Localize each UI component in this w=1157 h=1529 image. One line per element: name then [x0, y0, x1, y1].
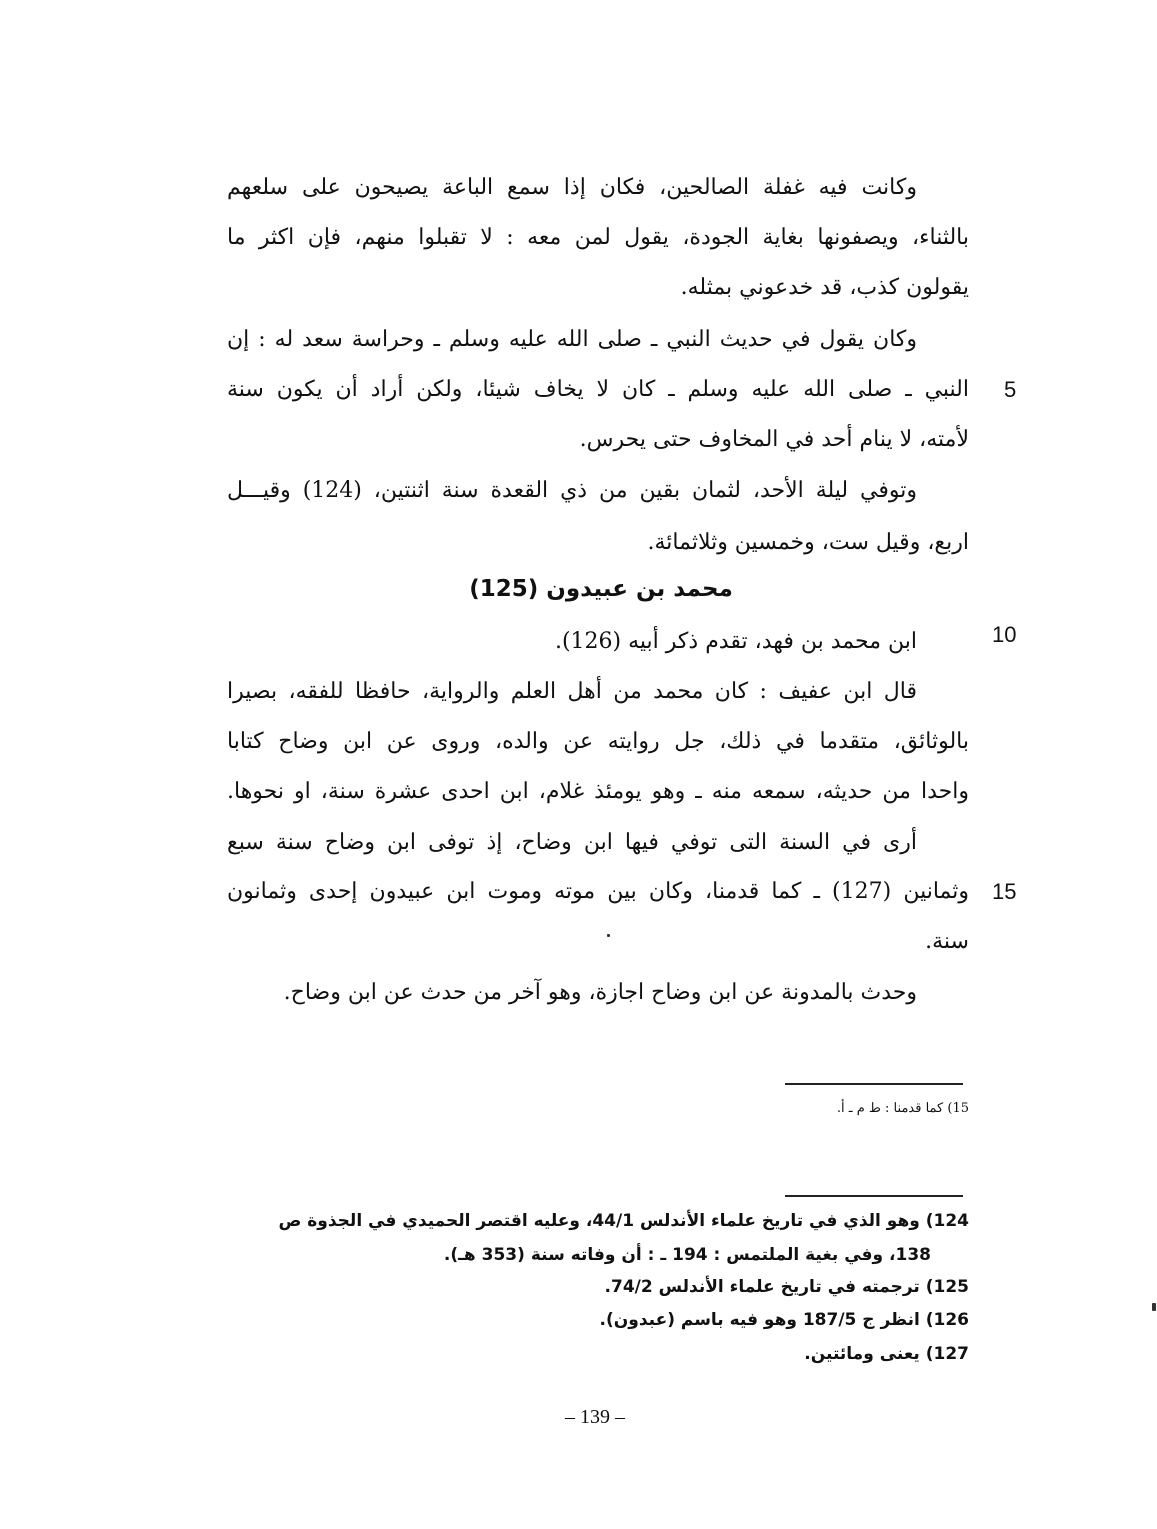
text-line: بالوثائق، متقدما في ذلك، جل روايته عن والده، وروى عن ابن وضاح كتابا — [227, 729, 969, 754]
text-line: أرى في السنة التى توفي فيها ابن وضاح، إذ توفى ابن وضاح سنة سبع — [227, 830, 917, 855]
section-heading: محمد بن عبيدون (125) — [469, 576, 733, 602]
text-line: واحدا من حديثه، سمعه منه ـ وهو يومئذ غلام، ابن احدى عشرة سنة، او نحوها. — [227, 779, 969, 804]
text-line: يقولون كذب، قد خدعوني بمثله. — [680, 275, 969, 300]
text-line: لأمته، لا ينام أحد في المخاوف حتى يحرس. — [579, 427, 969, 452]
text-line: وثمانين (127) ـ كما قدمنا، وكان بين موته وموت ابن عبيدون إحدى وثمانون — [227, 879, 969, 904]
text-line: وحدث بالمدونة عن ابن وضاح اجازة، وهو آخر من حدث عن ابن وضاح. — [283, 980, 917, 1005]
text-line: اربع، وقيل ست، وخمسين وثلاثمائة. — [647, 530, 969, 555]
scan-speck — [1152, 1303, 1156, 1311]
footnote: 124) وهو الذي في تاريخ علماء الأندلس 44/1، وعليه اقتصر الحميدي في الجذوة ص — [278, 1211, 969, 1231]
footnote-continuation: 138، وفي بغية الملتمس : 194 ـ : أن وفاته سنة (353 هـ). — [443, 1245, 931, 1265]
scan-speck — [607, 934, 610, 937]
footnote: 125) ترجمته في تاريخ علماء الأندلس 74/2. — [604, 1277, 969, 1297]
text-line: النبي ـ صلى الله عليه وسلم ـ كان لا يخاف شيئا، ولكن أراد أن يكون سنة — [227, 377, 969, 402]
line-number: 5 — [1004, 377, 1017, 402]
footnote-rule — [785, 1195, 963, 1197]
text-line: وكان يقول في حديث النبي ـ صلى الله عليه وسلم ـ وحراسة سعد له : إن — [227, 327, 917, 352]
text-line: سنة. — [925, 929, 969, 954]
page-number: – 139 – — [565, 1406, 625, 1428]
text-line: قال ابن عفيف : كان محمد من أهل العلم والرواية، حافظا للفقه، بصيرا — [227, 679, 917, 704]
text-line: ابن محمد بن فهد، تقدم ذكر أبيه (126). — [554, 629, 917, 654]
text-line: بالثناء، ويصفونها بغاية الجودة، يقول لمن معه : لا تقبلوا منهم، فإن اكثر ما — [227, 225, 969, 250]
text-line: وكانت فيه غفلة الصالحين، فكان إذا سمع الباعة يصيحون على سلعهم — [227, 175, 917, 200]
footnote: 126) انظر ج 187/5 وهو فيه باسم (عبدون). — [599, 1310, 969, 1330]
line-number: 10 — [992, 622, 1017, 647]
text-line: وتوفي ليلة الأحد، لثمان بقين من ذي القعدة سنة اثنتين، (124) وقيـــل — [227, 478, 917, 503]
footnote: 127) يعنى ومائتين. — [804, 1344, 969, 1364]
variant-note: 15) كما قدمنا : ط م ـ أ. — [836, 1101, 969, 1116]
variant-rule — [785, 1083, 963, 1085]
line-number: 15 — [992, 879, 1017, 904]
